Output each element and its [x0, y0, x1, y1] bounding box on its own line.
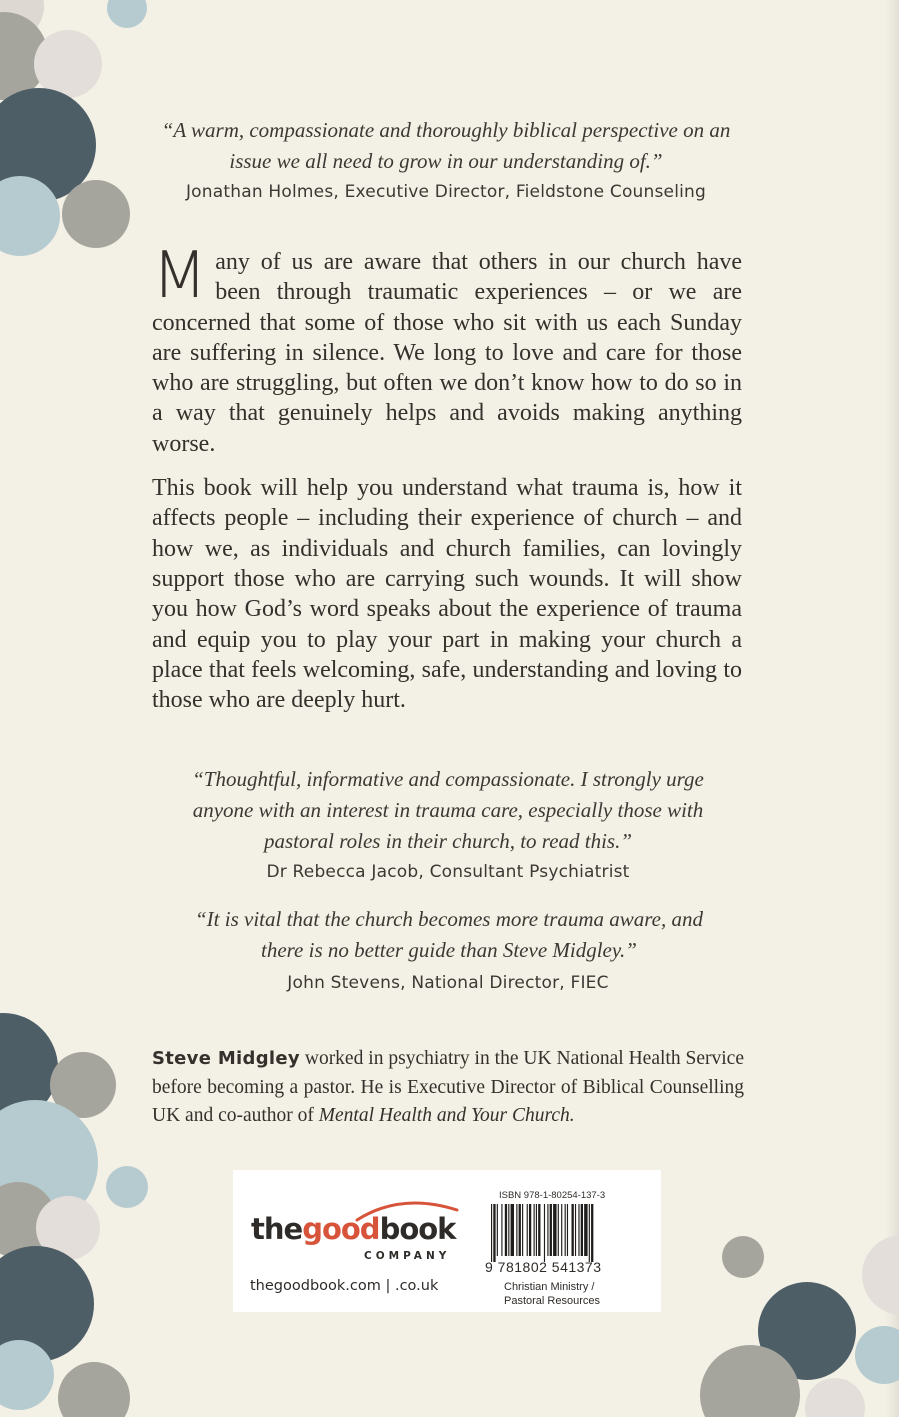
barcode-bar [508, 1204, 509, 1256]
blurb-paragraph: This book will help you understand what trauma is, how it affects people – including their experience of church – and how we, as individuals and church families, can lovingly support those who are carrying such wounds. It will show you how God’s word speaks about the experience of trauma and equip you to play your part in making your church a place that feels welcoming, safe, understanding and loving to those who are deeply hurt. [152, 475, 742, 714]
logo-prefix: the [251, 1212, 303, 1246]
decorative-circle [106, 1166, 148, 1208]
barcode-bar [561, 1204, 562, 1256]
barcode-bar [538, 1204, 540, 1256]
book-reference: Mental Health and Your Church. [318, 1105, 575, 1126]
book-blurb [152, 239, 742, 715]
decorative-circle [855, 1326, 899, 1384]
endorsement-quote: “Thoughtful, informative and compassionate. I strongly urge anyone with an interest in trauma care, especially those with pastoral roles in their church, to read this.” [192, 767, 704, 853]
barcode-bar [550, 1204, 552, 1256]
decorative-circle [805, 1378, 865, 1417]
isbn-label: ISBN 978-1-80254-137-3 [499, 1190, 606, 1201]
publisher-logo-subtitle: COMPANY [364, 1250, 451, 1262]
endorsement-quote: “A warm, compassionate and thoroughly biblical perspective on an issue we all need to grow in our understanding of.” [161, 118, 731, 173]
barcode-digits: 9 781802 541373 [485, 1259, 602, 1275]
logo-accent: good [302, 1212, 380, 1246]
page-edge-shadow [885, 0, 899, 1417]
decorative-circle [62, 180, 130, 248]
blurb-paragraph-text: any of us are aware that others in our church have been through traumatic experiences – or we are concerned that some of those who sit with us each Sunday are suffering in silence. We long to love and care for those who are struggling, but often we don’t know how to do so in a way that genuinely helps and avoids making anything worse. [152, 249, 742, 457]
barcode-bar [536, 1204, 537, 1256]
barcode-bar [544, 1204, 545, 1262]
logo-suffix: book [379, 1212, 456, 1246]
endorsement-attribution: Dr Rebecca Jacob, Consultant Psychiatrist [266, 862, 630, 882]
endorsement-attribution: Jonathan Holmes, Executive Director, Fieldstone Counseling [185, 182, 707, 202]
barcode-bar [547, 1204, 548, 1256]
author-bio-text: worked in psychiatry in the UK National Health Service before becoming a pastor. He is Executive Director of Biblical Counselling UK and co-author of [152, 1048, 744, 1126]
decorative-circle [862, 1235, 899, 1315]
barcode-bar [581, 1204, 583, 1256]
barcode-bar [491, 1204, 492, 1262]
barcode-bar [497, 1204, 498, 1256]
barcode-bar [516, 1204, 517, 1256]
publisher-logo [251, 1212, 455, 1246]
barcode-bar [534, 1204, 535, 1256]
publisher-barcode-panel [233, 1170, 661, 1312]
barcode-bar [501, 1204, 502, 1256]
barcode-bar [575, 1204, 576, 1256]
drop-cap: M [152, 239, 208, 313]
barcode-bar [565, 1204, 566, 1256]
barcode-bar [493, 1204, 495, 1262]
barcode-bar [589, 1204, 590, 1262]
barcode [491, 1204, 637, 1262]
barcode-bar [505, 1204, 507, 1256]
endorsement-attribution: John Stevens, National Director, FIEC [287, 973, 609, 993]
book-category: Christian Ministry / Pastoral Resources [504, 1281, 600, 1307]
blurb-paragraph [152, 239, 742, 459]
barcode-bar [529, 1204, 531, 1256]
barcode-bar [519, 1204, 521, 1256]
endorsement-quote: “It is vital that the church becomes more trauma aware, and there is no better guide than Steve Midgley.” [194, 907, 704, 962]
barcode-bar [527, 1204, 528, 1256]
decorative-circle [107, 0, 147, 28]
decorative-circle [58, 1362, 130, 1417]
barcode-bar [572, 1204, 574, 1256]
barcode-bar [578, 1204, 579, 1256]
barcode-bar [584, 1204, 587, 1256]
barcode-bar [591, 1204, 593, 1262]
barcode-bar [567, 1204, 568, 1256]
barcode-bar [558, 1204, 559, 1256]
decorative-circle [722, 1236, 764, 1278]
barcode-bar [511, 1204, 514, 1256]
author-name: Steve Midgley [152, 1048, 300, 1069]
publisher-website: thegoodbook.com | .co.uk [250, 1278, 439, 1294]
barcode-bar [522, 1204, 523, 1256]
barcode-bar [553, 1204, 556, 1256]
author-bio [152, 1045, 744, 1131]
